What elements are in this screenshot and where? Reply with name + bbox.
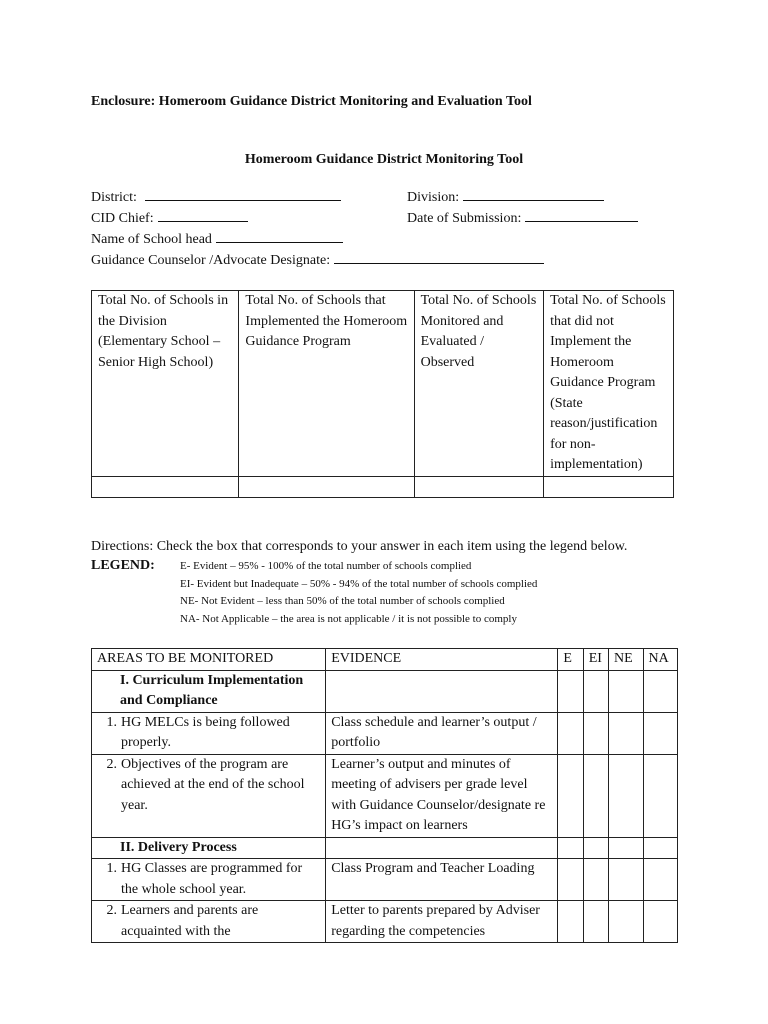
checkbox-cell: [583, 837, 608, 859]
legend-evident: E- Evident – 95% - 100% of the total number of schools complied: [180, 560, 472, 572]
checkbox-cell: [609, 670, 643, 712]
division-field[interactable]: [407, 186, 604, 208]
item-area-text: HG MELCs is being followed properly.: [121, 714, 290, 750]
summary-entry-implemented[interactable]: [239, 476, 414, 497]
counselor-field[interactable]: [91, 249, 544, 271]
checkbox-cell: [609, 837, 643, 859]
section-row: [92, 837, 678, 859]
checkbox-ne[interactable]: [609, 859, 643, 901]
checkbox-e[interactable]: [558, 712, 583, 754]
counselor-blank[interactable]: [334, 249, 544, 264]
district-label: District:: [91, 190, 137, 205]
summary-header-not-implemented: Total No. of Schools that did not Implement the Homeroom Guidance Program (State reason/justification for non-implementation): [544, 291, 674, 477]
area-cell: [92, 712, 326, 754]
item-number: 2.: [106, 903, 117, 918]
school-head-blank[interactable]: [216, 228, 343, 243]
summary-header-total-schools: Total No. of Schools in the Division (Elementary School – Senior High School): [92, 291, 239, 477]
date-submission-blank[interactable]: [525, 207, 638, 222]
checkbox-ei[interactable]: [583, 859, 608, 901]
evidence-cell: Class schedule and learner’s output / portfolio: [326, 712, 558, 754]
checkbox-cell: [558, 670, 583, 712]
summary-header-implemented: Total No. of Schools that Implemented the Homeroom Guidance Program: [239, 291, 414, 477]
evidence-cell: Learner’s output and minutes of meeting of advisers per grade level with Guidance Counselor/designate re HG’s impact on learners: [326, 754, 558, 837]
item-area-text: Learners and parents are acquainted with the: [121, 903, 259, 939]
checkbox-ne[interactable]: [609, 754, 643, 837]
date-submission-field[interactable]: [407, 207, 638, 229]
date-submission-label: Date of Submission:: [407, 211, 522, 226]
item-area-text: Objectives of the program are achieved at the end of the school year.: [121, 756, 305, 813]
cid-chief-field[interactable]: [91, 207, 248, 229]
summary-header-row: [92, 291, 674, 477]
checkbox-ne[interactable]: [609, 712, 643, 754]
checkbox-na[interactable]: [643, 859, 678, 901]
checkbox-ei[interactable]: [583, 754, 608, 837]
header-ne: NE: [609, 649, 643, 671]
checkbox-cell: [558, 837, 583, 859]
section-row: [92, 670, 678, 712]
legend-label: LEGEND:: [91, 558, 155, 573]
summary-entry-total-schools[interactable]: [92, 476, 239, 497]
checkbox-ei[interactable]: [583, 712, 608, 754]
evidence-cell: Class Program and Teacher Loading: [326, 859, 558, 901]
checkbox-na[interactable]: [643, 901, 678, 943]
summary-header-monitored: Total No. of Schools Monitored and Evaluated / Observed: [414, 291, 543, 477]
legend-not-evident: NE- Not Evident – less than 50% of the total number of schools complied: [180, 595, 505, 607]
item-number: 1.: [106, 861, 117, 876]
table-row: [92, 859, 678, 901]
summary-entry-monitored[interactable]: [414, 476, 543, 497]
item-area-text: HG Classes are programmed for the whole school year.: [121, 861, 303, 897]
section-evidence-cell: [326, 837, 558, 859]
school-head-field[interactable]: [91, 228, 343, 250]
division-blank[interactable]: [463, 186, 604, 201]
checkbox-na[interactable]: [643, 754, 678, 837]
monitor-header-row: [92, 649, 678, 671]
header-e: E: [558, 649, 583, 671]
section-title-curriculum: I. Curriculum Implementation and Compliance: [92, 670, 326, 712]
header-na: NA: [643, 649, 678, 671]
table-row: [92, 901, 678, 943]
division-label: Division:: [407, 190, 460, 205]
summary-table: [91, 290, 674, 498]
summary-entry-not-implemented[interactable]: [544, 476, 674, 497]
area-cell: [92, 901, 326, 943]
monitoring-table: [91, 648, 678, 943]
table-row: [92, 712, 678, 754]
item-number: 1.: [106, 714, 117, 730]
area-cell: [92, 754, 326, 837]
counselor-label: Guidance Counselor /Advocate Designate:: [91, 253, 331, 268]
legend-evident-inadequate: EI- Evident but Inadequate – 50% - 94% of the total number of schools complied: [180, 578, 538, 590]
directions-text: Directions: Check the box that corresponds to your answer in each item using the legend below.: [91, 539, 628, 554]
header-ei: EI: [583, 649, 608, 671]
checkbox-cell: [643, 837, 678, 859]
checkbox-cell: [643, 670, 678, 712]
legend-not-applicable: NA- Not Applicable – the area is not applicable / it is not possible to comply: [180, 613, 517, 625]
checkbox-na[interactable]: [643, 712, 678, 754]
cid-chief-blank[interactable]: [158, 207, 248, 222]
enclosure-title: Enclosure: Homeroom Guidance District Monitoring and Evaluation Tool: [91, 94, 532, 109]
area-cell: [92, 859, 326, 901]
checkbox-ne[interactable]: [609, 901, 643, 943]
district-field[interactable]: [91, 186, 341, 208]
item-number: 2.: [106, 756, 117, 772]
table-row: [92, 754, 678, 837]
document-title: Homeroom Guidance District Monitoring Tool: [244, 152, 524, 167]
summary-entry-row: [92, 476, 674, 497]
checkbox-e[interactable]: [558, 901, 583, 943]
header-areas: AREAS TO BE MONITORED: [92, 649, 326, 671]
school-head-label: Name of School head: [91, 232, 212, 247]
district-blank[interactable]: [145, 186, 341, 201]
cid-chief-label: CID Chief:: [91, 211, 154, 226]
section-evidence-cell: [326, 670, 558, 712]
checkbox-e[interactable]: [558, 754, 583, 837]
checkbox-e[interactable]: [558, 859, 583, 901]
header-evidence: EVIDENCE: [326, 649, 558, 671]
checkbox-cell: [583, 670, 608, 712]
checkbox-ei[interactable]: [583, 901, 608, 943]
evidence-cell: Letter to parents prepared by Adviser regarding the competencies: [326, 901, 558, 943]
section-title-delivery: II. Delivery Process: [92, 837, 326, 859]
